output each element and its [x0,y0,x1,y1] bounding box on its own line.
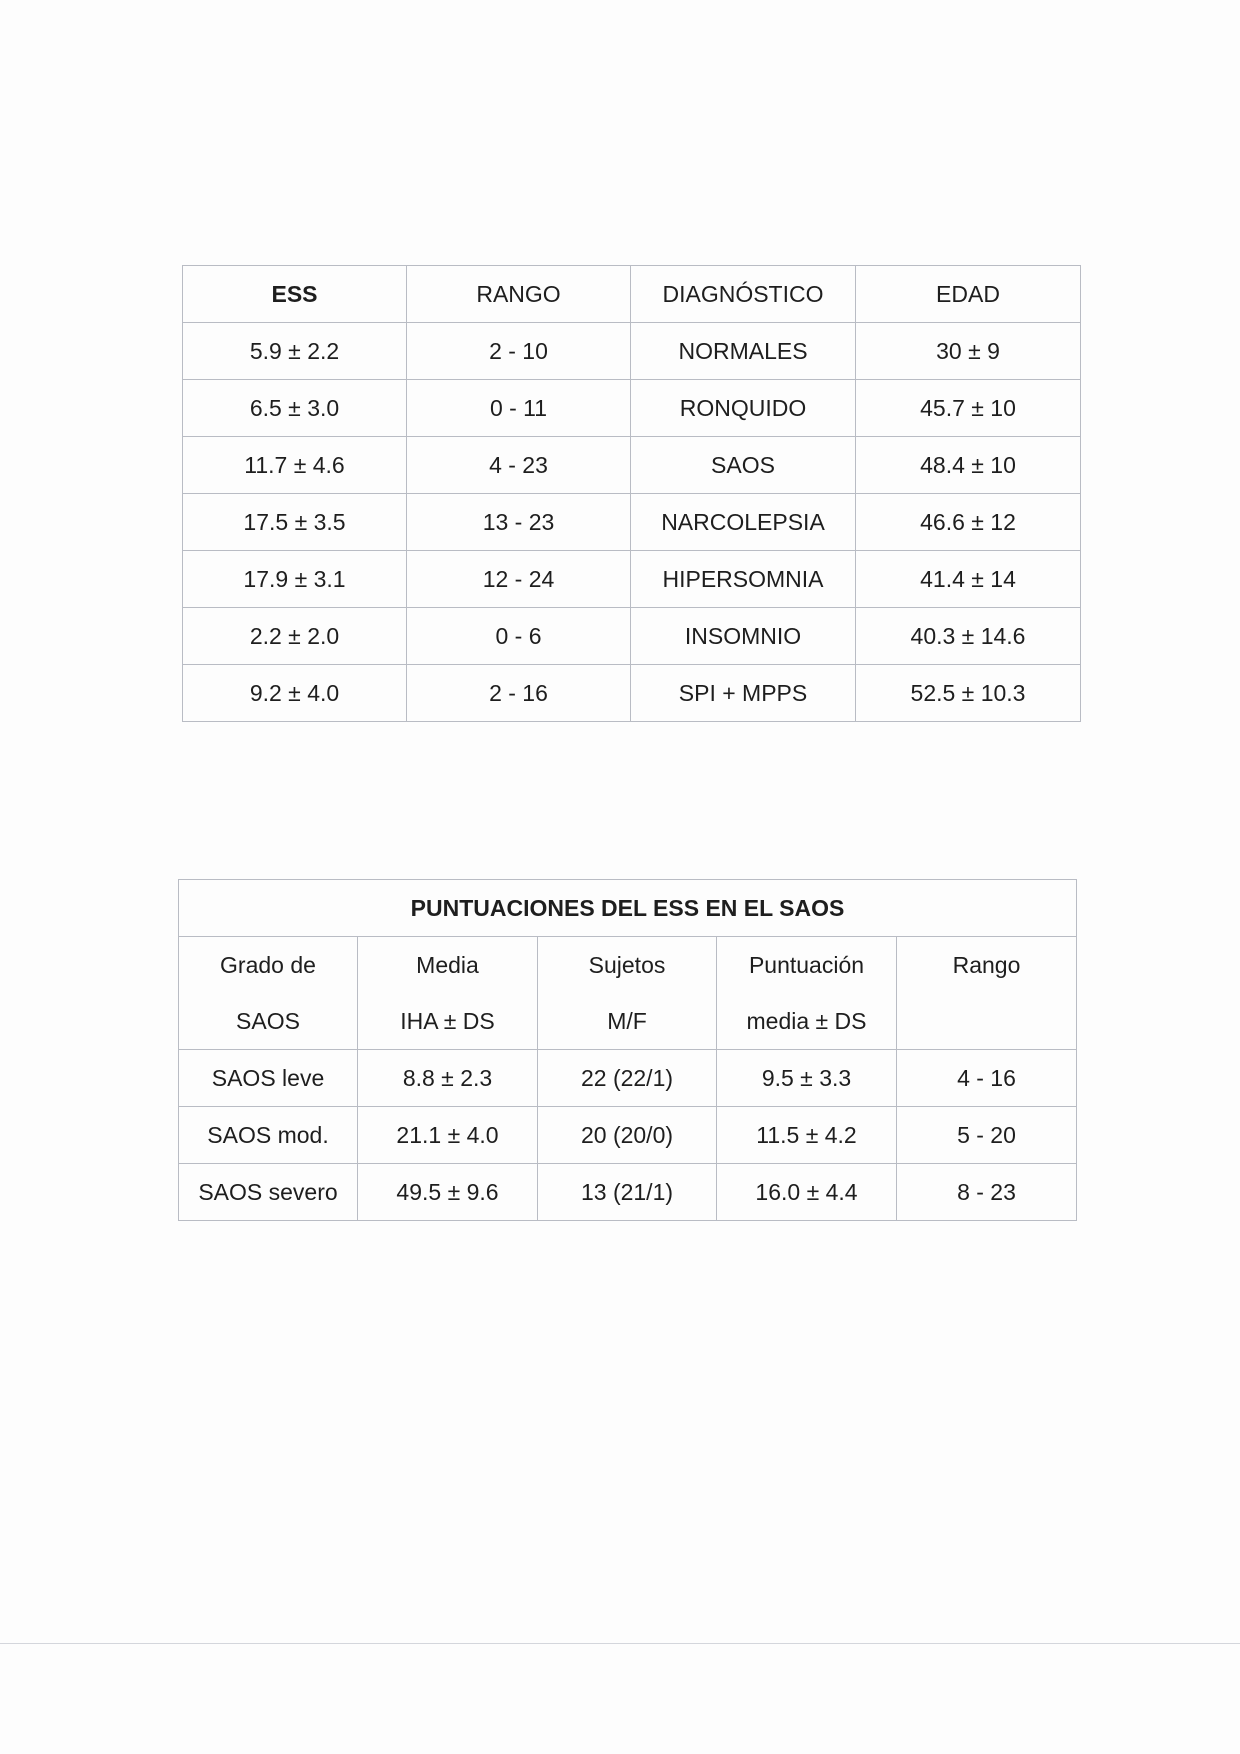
header-ess: ESS [183,266,407,323]
table-row [183,608,1081,665]
cell-edad: 41.4 ± 14 [856,551,1081,608]
cell-ess: 5.9 ± 2.2 [183,323,407,380]
cell-rango: 12 - 24 [407,551,631,608]
cell-diagnostico: NARCOLEPSIA [631,494,856,551]
cell-puntuacion: 11.5 ± 4.2 [717,1107,897,1164]
header-line: Grado de [220,952,316,978]
cell-grado: SAOS severo [179,1164,358,1221]
cell-diagnostico: INSOMNIO [631,608,856,665]
cell-diagnostico: NORMALES [631,323,856,380]
cell-edad: 48.4 ± 10 [856,437,1081,494]
cell-edad: 46.6 ± 12 [856,494,1081,551]
table-row [183,494,1081,551]
cell-media: 21.1 ± 4.0 [358,1107,538,1164]
header-line: Sujetos [588,952,666,978]
ess-diagnosis-table [182,265,1081,722]
header-line: SAOS [236,1008,300,1034]
cell-edad: 52.5 ± 10.3 [856,665,1081,722]
header-grado [179,937,358,1050]
header-line: M/F [607,1008,647,1034]
cell-ess: 2.2 ± 2.0 [183,608,407,665]
cell-puntuacion: 9.5 ± 3.3 [717,1050,897,1107]
cell-diagnostico: SAOS [631,437,856,494]
cell-ess: 9.2 ± 4.0 [183,665,407,722]
cell-edad: 40.3 ± 14.6 [856,608,1081,665]
table-row [183,665,1081,722]
table-row [183,323,1081,380]
cell-sujetos: 20 (20/0) [538,1107,717,1164]
cell-sujetos: 22 (22/1) [538,1050,717,1107]
table-header-row [179,937,1077,1050]
cell-sujetos: 13 (21/1) [538,1164,717,1221]
header-line: IHA ± DS [400,1008,495,1034]
page-edge-divider [0,1643,1240,1644]
table-row [179,1164,1077,1221]
header-line: Media [416,952,479,978]
table-header-row [183,266,1081,323]
cell-rango: 13 - 23 [407,494,631,551]
header-diagnostico: DIAGNÓSTICO [631,266,856,323]
cell-edad: 30 ± 9 [856,323,1081,380]
cell-rango: 0 - 11 [407,380,631,437]
cell-rango: 4 - 16 [897,1050,1077,1107]
table-title-row [179,880,1077,937]
cell-grado: SAOS leve [179,1050,358,1107]
cell-ess: 17.9 ± 3.1 [183,551,407,608]
cell-ess: 6.5 ± 3.0 [183,380,407,437]
cell-diagnostico: HIPERSOMNIA [631,551,856,608]
header-puntuacion [717,937,897,1050]
cell-rango: 2 - 10 [407,323,631,380]
cell-rango: 0 - 6 [407,608,631,665]
header-rango: RANGO [407,266,631,323]
table-row [183,551,1081,608]
table-title: PUNTUACIONES DEL ESS EN EL SAOS [179,880,1077,937]
cell-rango: 4 - 23 [407,437,631,494]
cell-ess: 11.7 ± 4.6 [183,437,407,494]
saos-scores-table [178,879,1077,1221]
header-sujetos [538,937,717,1050]
table-row [179,1050,1077,1107]
cell-diagnostico: RONQUIDO [631,380,856,437]
cell-grado: SAOS mod. [179,1107,358,1164]
cell-rango: 8 - 23 [897,1164,1077,1221]
table-row [183,380,1081,437]
cell-rango: 2 - 16 [407,665,631,722]
header-edad: EDAD [856,266,1081,323]
header-line: Rango [952,952,1021,978]
header-line: media ± DS [746,1008,867,1034]
header-line: Puntuación [748,952,865,978]
header-rango [897,937,1077,1050]
cell-media: 8.8 ± 2.3 [358,1050,538,1107]
cell-edad: 45.7 ± 10 [856,380,1081,437]
table-row [183,437,1081,494]
cell-rango: 5 - 20 [897,1107,1077,1164]
cell-ess: 17.5 ± 3.5 [183,494,407,551]
cell-puntuacion: 16.0 ± 4.4 [717,1164,897,1221]
cell-diagnostico: SPI + MPPS [631,665,856,722]
cell-media: 49.5 ± 9.6 [358,1164,538,1221]
header-media [358,937,538,1050]
table-row [179,1107,1077,1164]
